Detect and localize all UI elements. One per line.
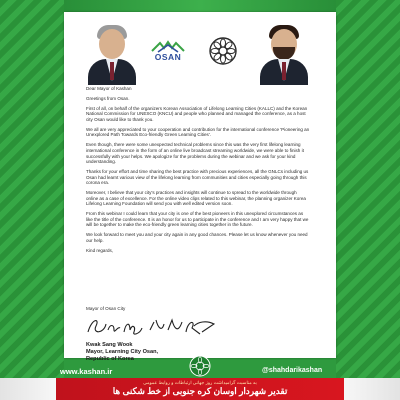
paragraph: From this webinar I could learn that your city is one of the best pioneers in this unexplored circumstances as like the title of the conference. It is an honor for us to participate in the conference and I am very happy that we will be together to make the eco-friendly green learning cities together in the future. — [86, 211, 309, 228]
signer-country: Republic of Korea — [86, 355, 134, 362]
osan-logo-text: OSAN — [154, 52, 182, 62]
paragraph: We look forward to meet you and your city again in any good chances. Please let us know whenever you need our help. — [86, 232, 308, 243]
frame-left-pattern — [0, 0, 64, 400]
letter-page — [64, 12, 336, 362]
osan-logo — [148, 40, 188, 66]
kashan-mayor-photo — [258, 23, 310, 81]
banner-title: تقدیر شهردار اوسان کره جنوبی از خط شکنی ها — [112, 386, 288, 396]
kashan-emblem-logo — [208, 36, 238, 66]
paragraph: Thanks for your effort and time sharing the best practice with precious experiences, all the GNLCs including us Osan had learnt various view of the lifelong learning from communities and cities especially going through this corona era. — [86, 169, 309, 186]
banner-subtitle: به مناسبت گرامیداشت روز جهانی ارتباطات و روابط عمومی — [143, 380, 257, 385]
footer-banner — [0, 378, 400, 400]
signer-name: Kwak Sang Wook — [86, 342, 133, 348]
letter-body — [86, 86, 310, 258]
salutation: Dear Mayor of Kashan — [86, 86, 132, 91]
paragraph: First of all, on behalf of the organizers Korean Association of Lifelong Learning Cities (KALLC) and the Korean National Commission for UNESCO (KNCU) and people who planned and managed the conference, as a host city Osan would like to thank you. — [86, 105, 308, 122]
paragraph: Even though, there were some unexpected technical problems since this was the very first lifelong learning international conference in the form of an online live broadcast streaming worldwide, we were able to finish it successfully with your helps. We apologize for the problems during the webinar and we ask for your kind understanding. — [86, 142, 304, 165]
greeting: Greetings from Osan. — [86, 95, 130, 101]
signature-label: Mayor of Osan City — [86, 306, 126, 311]
website-link[interactable]: www.kashan.ir — [60, 367, 113, 376]
paragraph: We all are very appreciated to your cooperation and contribution for the international conference 'Pioneering an Unexplored Path Towards Eco-friendly Green Learning Cities'. — [86, 126, 310, 138]
signer-block — [86, 342, 158, 362]
frame-right-pattern — [336, 0, 400, 400]
social-handle[interactable]: @shahdarikashan — [262, 367, 323, 374]
paragraph: Moreover, I believe that your city's practices and insights will continue to spread to the worldwide through online as a case of excellence. For the online video clips related to this webinar, the planning organizer Korea Lifelong Learning Foundation will send you with well edited version soon. — [86, 190, 306, 207]
handwritten-signature — [84, 314, 224, 338]
closing: Kind regards, — [86, 247, 114, 253]
signer-title: Mayor, Learning City Osan, — [86, 348, 159, 355]
osan-mayor-photo — [86, 23, 138, 81]
